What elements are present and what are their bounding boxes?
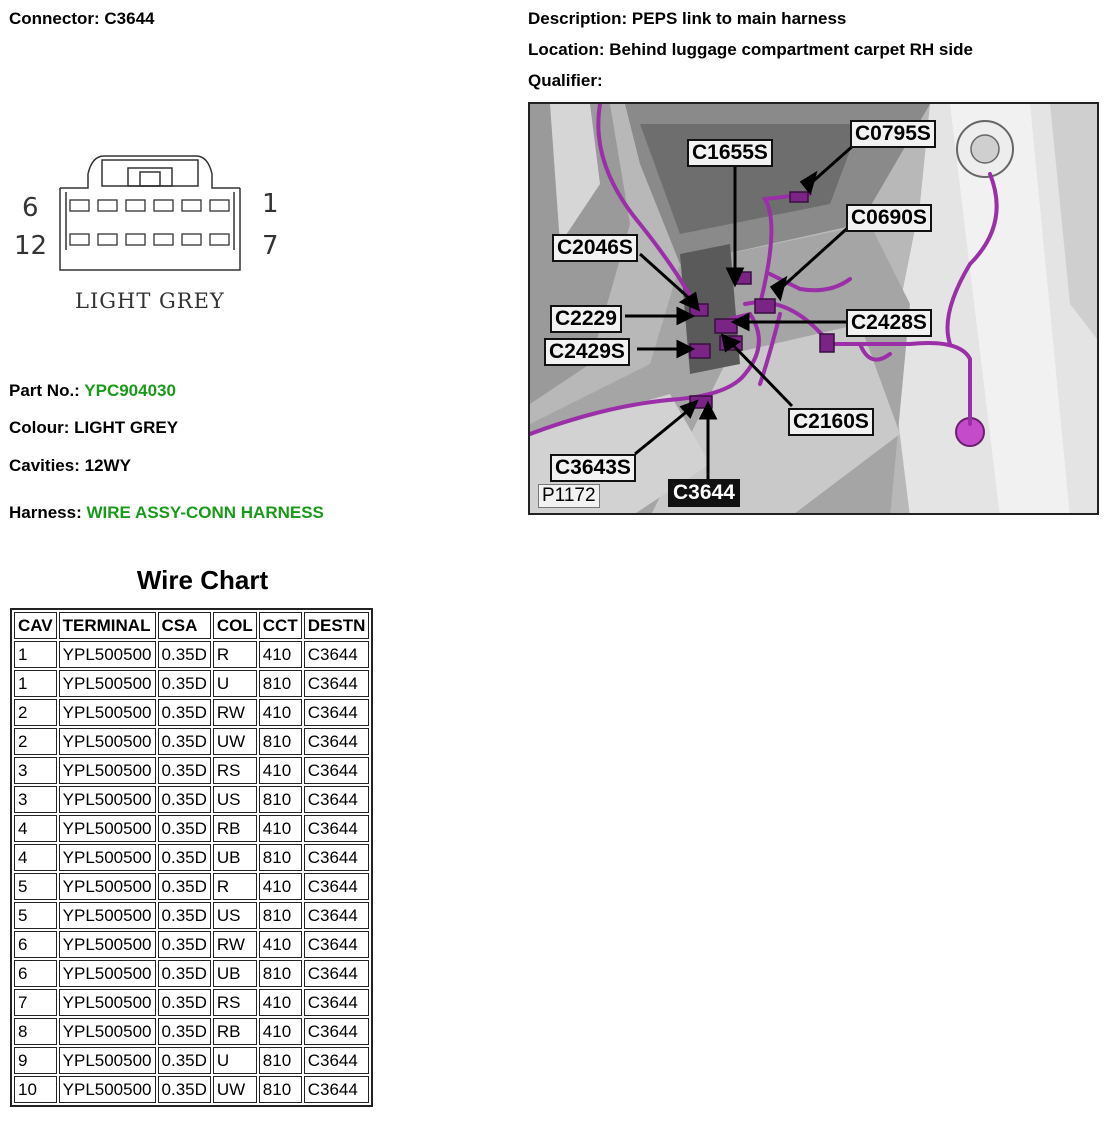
connector-face-diagram — [0, 140, 300, 320]
cell-destn: C3644 — [304, 641, 370, 668]
table-row — [14, 1076, 369, 1103]
cell-cav: 1 — [14, 641, 57, 668]
cell-csa: 0.35D — [158, 670, 211, 697]
cell-cav: 6 — [14, 960, 57, 987]
cell-col: U — [213, 670, 257, 697]
cell-destn: C3644 — [304, 873, 370, 900]
cell-csa: 0.35D — [158, 1047, 211, 1074]
table-row — [14, 1047, 369, 1074]
cell-cct: 410 — [259, 815, 302, 842]
table-row — [14, 873, 369, 900]
cell-cav: 1 — [14, 670, 57, 697]
cell-terminal: YPL500500 — [59, 1076, 156, 1103]
cell-terminal: YPL500500 — [59, 902, 156, 929]
cell-csa: 0.35D — [158, 757, 211, 784]
table-row — [14, 786, 369, 813]
cell-cct: 810 — [259, 728, 302, 755]
cell-cav: 3 — [14, 757, 57, 784]
cell-destn: C3644 — [304, 786, 370, 813]
part-number-line — [9, 381, 176, 401]
header-cct: CCT — [259, 612, 302, 639]
table-row — [14, 931, 369, 958]
cell-csa: 0.35D — [158, 902, 211, 929]
table-row — [14, 844, 369, 871]
table-row — [14, 699, 369, 726]
callout-c3643s: C3643S — [550, 454, 636, 482]
part-number-link[interactable]: YPC904030 — [84, 381, 176, 400]
cell-destn: C3644 — [304, 1076, 370, 1103]
table-row — [14, 641, 369, 668]
location-value: Behind luggage compartment carpet RH side — [609, 40, 973, 59]
cell-cct: 410 — [259, 873, 302, 900]
qualifier-label: Qualifier: — [528, 71, 603, 90]
image-reference: P1172 — [538, 484, 600, 508]
description-value: PEPS link to main harness — [631, 9, 847, 28]
callout-c2229: C2229 — [550, 305, 622, 333]
callout-c0795s: C0795S — [850, 120, 936, 148]
cell-col: UB — [213, 960, 257, 987]
callout-c2428s: C2428S — [846, 309, 932, 337]
cell-csa: 0.35D — [158, 815, 211, 842]
cell-terminal: YPL500500 — [59, 1018, 156, 1045]
description-line — [528, 9, 846, 29]
cell-cav: 4 — [14, 815, 57, 842]
cell-destn: C3644 — [304, 960, 370, 987]
callout-c2160s: C2160S — [788, 408, 874, 436]
cell-csa: 0.35D — [158, 728, 211, 755]
cell-cct: 810 — [259, 670, 302, 697]
cell-csa: 0.35D — [158, 931, 211, 958]
cell-cct: 410 — [259, 757, 302, 784]
cell-cct: 810 — [259, 960, 302, 987]
cell-cav: 3 — [14, 786, 57, 813]
harness-line — [9, 503, 324, 523]
cell-terminal: YPL500500 — [59, 1047, 156, 1074]
connector-location-image — [528, 102, 1099, 515]
location-label: Location: — [528, 40, 605, 59]
cell-cct: 410 — [259, 641, 302, 668]
table-row — [14, 815, 369, 842]
pin-label-top-right: 1 — [262, 189, 279, 219]
cell-cav: 2 — [14, 728, 57, 755]
pin-label-bottom-left: 12 — [14, 231, 48, 261]
header-terminal: TERMINAL — [59, 612, 156, 639]
header-csa: CSA — [158, 612, 211, 639]
cell-csa: 0.35D — [158, 873, 211, 900]
wire-chart-title: Wire Chart — [136, 565, 269, 595]
cell-terminal: YPL500500 — [59, 757, 156, 784]
cell-destn: C3644 — [304, 728, 370, 755]
cell-terminal: YPL500500 — [59, 931, 156, 958]
cell-col: RS — [213, 757, 257, 784]
cell-terminal: YPL500500 — [59, 641, 156, 668]
cell-destn: C3644 — [304, 844, 370, 871]
cell-cav: 7 — [14, 989, 57, 1016]
cell-cct: 810 — [259, 1076, 302, 1103]
table-row — [14, 728, 369, 755]
cell-csa: 0.35D — [158, 699, 211, 726]
callout-c2429s: C2429S — [544, 338, 630, 366]
connector-colour-caption: LIGHT GREY — [75, 289, 225, 313]
callout-c3644: C3644 — [668, 479, 740, 507]
cell-cct: 410 — [259, 1018, 302, 1045]
cell-destn: C3644 — [304, 1018, 370, 1045]
description-label: Description: — [528, 9, 628, 28]
cell-csa: 0.35D — [158, 989, 211, 1016]
cell-col: RW — [213, 699, 257, 726]
cell-destn: C3644 — [304, 902, 370, 929]
cell-cav: 8 — [14, 1018, 57, 1045]
cell-cav: 5 — [14, 873, 57, 900]
cell-cct: 410 — [259, 989, 302, 1016]
cell-csa: 0.35D — [158, 1018, 211, 1045]
cell-col: RB — [213, 1018, 257, 1045]
cell-col: RW — [213, 931, 257, 958]
cell-destn: C3644 — [304, 1047, 370, 1074]
cell-destn: C3644 — [304, 989, 370, 1016]
cell-col: UW — [213, 728, 257, 755]
cell-cav: 5 — [14, 902, 57, 929]
cell-terminal: YPL500500 — [59, 844, 156, 871]
cell-terminal: YPL500500 — [59, 728, 156, 755]
cell-col: UB — [213, 844, 257, 871]
table-row — [14, 757, 369, 784]
cell-cct: 810 — [259, 786, 302, 813]
table-row — [14, 989, 369, 1016]
pin-label-top-left: 6 — [22, 193, 39, 223]
cell-cct: 810 — [259, 844, 302, 871]
connector-value: C3644 — [104, 9, 155, 28]
cell-col: UW — [213, 1076, 257, 1103]
cell-terminal: YPL500500 — [59, 873, 156, 900]
cell-cct: 810 — [259, 1047, 302, 1074]
wire-chart-header-row — [14, 612, 369, 639]
cavities-line — [9, 456, 131, 476]
cell-cav: 4 — [14, 844, 57, 871]
harness-link[interactable]: WIRE ASSY-CONN HARNESS — [86, 503, 324, 522]
cell-terminal: YPL500500 — [59, 699, 156, 726]
location-line — [528, 40, 973, 60]
table-row — [14, 960, 369, 987]
cell-terminal: YPL500500 — [59, 960, 156, 987]
table-row — [14, 1018, 369, 1045]
colour-label: Colour: — [9, 418, 70, 437]
header-cav: CAV — [14, 612, 57, 639]
colour-line — [9, 418, 178, 438]
cell-destn: C3644 — [304, 931, 370, 958]
cell-cct: 410 — [259, 931, 302, 958]
pin-label-bottom-right: 7 — [262, 231, 279, 261]
part-number-label: Part No.: — [9, 381, 80, 400]
harness-label: Harness: — [9, 503, 82, 522]
cavities-label: Cavities: — [9, 456, 80, 475]
cell-col: R — [213, 873, 257, 900]
header-col: COL — [213, 612, 257, 639]
cell-col: US — [213, 786, 257, 813]
cell-cct: 810 — [259, 902, 302, 929]
table-row — [14, 670, 369, 697]
qualifier-line — [528, 71, 603, 91]
cell-destn: C3644 — [304, 699, 370, 726]
callout-c0690s: C0690S — [846, 204, 932, 232]
wire-chart-table — [10, 608, 373, 1107]
cavities-value: 12WY — [84, 456, 131, 475]
cell-destn: C3644 — [304, 815, 370, 842]
cell-cct: 410 — [259, 699, 302, 726]
cell-csa: 0.35D — [158, 641, 211, 668]
colour-value: LIGHT GREY — [74, 418, 179, 437]
callout-c2046s: C2046S — [552, 234, 638, 262]
cell-terminal: YPL500500 — [59, 815, 156, 842]
cell-col: RS — [213, 989, 257, 1016]
cell-col: US — [213, 902, 257, 929]
cell-terminal: YPL500500 — [59, 786, 156, 813]
wire-chart-body — [14, 641, 369, 1103]
connector-line — [9, 9, 155, 29]
callout-c1655s: C1655S — [687, 139, 773, 167]
header-destn: DESTN — [304, 612, 370, 639]
cell-csa: 0.35D — [158, 960, 211, 987]
cell-col: RB — [213, 815, 257, 842]
connector-label: Connector: — [9, 9, 100, 28]
cell-destn: C3644 — [304, 757, 370, 784]
cell-terminal: YPL500500 — [59, 670, 156, 697]
cell-col: R — [213, 641, 257, 668]
table-row — [14, 902, 369, 929]
cell-cav: 10 — [14, 1076, 57, 1103]
cell-cav: 2 — [14, 699, 57, 726]
cell-cav: 9 — [14, 1047, 57, 1074]
cell-col: U — [213, 1047, 257, 1074]
cell-csa: 0.35D — [158, 1076, 211, 1103]
cell-destn: C3644 — [304, 670, 370, 697]
cell-csa: 0.35D — [158, 844, 211, 871]
cell-csa: 0.35D — [158, 786, 211, 813]
cell-terminal: YPL500500 — [59, 989, 156, 1016]
cell-cav: 6 — [14, 931, 57, 958]
